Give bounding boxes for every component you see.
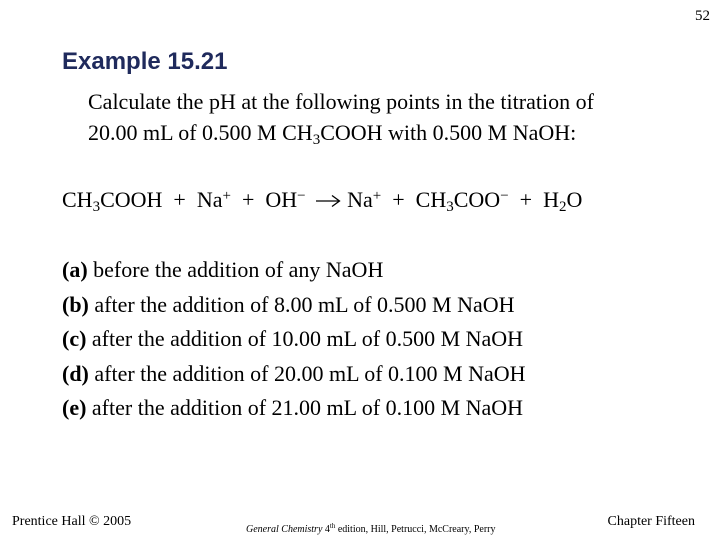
slide-title: Example 15.21 [62, 48, 228, 75]
list-item: (b) after the addition of 8.00 mL of 0.500 M NaOH [62, 291, 515, 317]
reactant-acetic-acid: $CH_3COOH$ [62, 187, 163, 215]
product-acetate-ion: $CH_3COO^-$ [415, 187, 509, 215]
problem-line-2: 20.00 mL of 0.500 M $CH_3COOH$ with 0.500 M NaOH: [88, 120, 577, 148]
footer-chapter: Chapter Fifteen [607, 514, 695, 529]
reactant-sodium-ion: Na+ [196, 187, 231, 212]
question-parts-list [62, 253, 526, 426]
footer-publisher: Prentice Hall © 2005 [12, 514, 132, 529]
product-water: $H_2O$ [543, 187, 583, 215]
right-arrow-icon [315, 194, 341, 208]
reactant-hydroxide-ion: OH− [265, 187, 306, 212]
list-item: (e) after the addition of 21.00 mL of 0.100 M NaOH [62, 395, 524, 420]
page-number: 52 [695, 8, 710, 24]
list-item: (d) after the addition of 20.00 mL of 0.100 M NaOH [62, 360, 526, 386]
product-sodium-ion: Na+ [347, 187, 382, 212]
footer-book-citation: General Chemistry 4th edition, Hill, Petrucci, McCreary, Perry [246, 522, 496, 535]
list-item: (a) before the addition of any NaOH [62, 257, 384, 282]
reaction-equation: $CH_3COOH + Na^+ + OH^-$ $Na^+ + CH_3COO^- + H_2O$ [62, 187, 583, 215]
problem-statement [88, 86, 594, 148]
problem-line-1: Calculate the pH at the following points in the titration of [88, 89, 594, 114]
list-item: (c) after the addition of 10.00 mL of 0.500 M NaOH [62, 326, 524, 351]
